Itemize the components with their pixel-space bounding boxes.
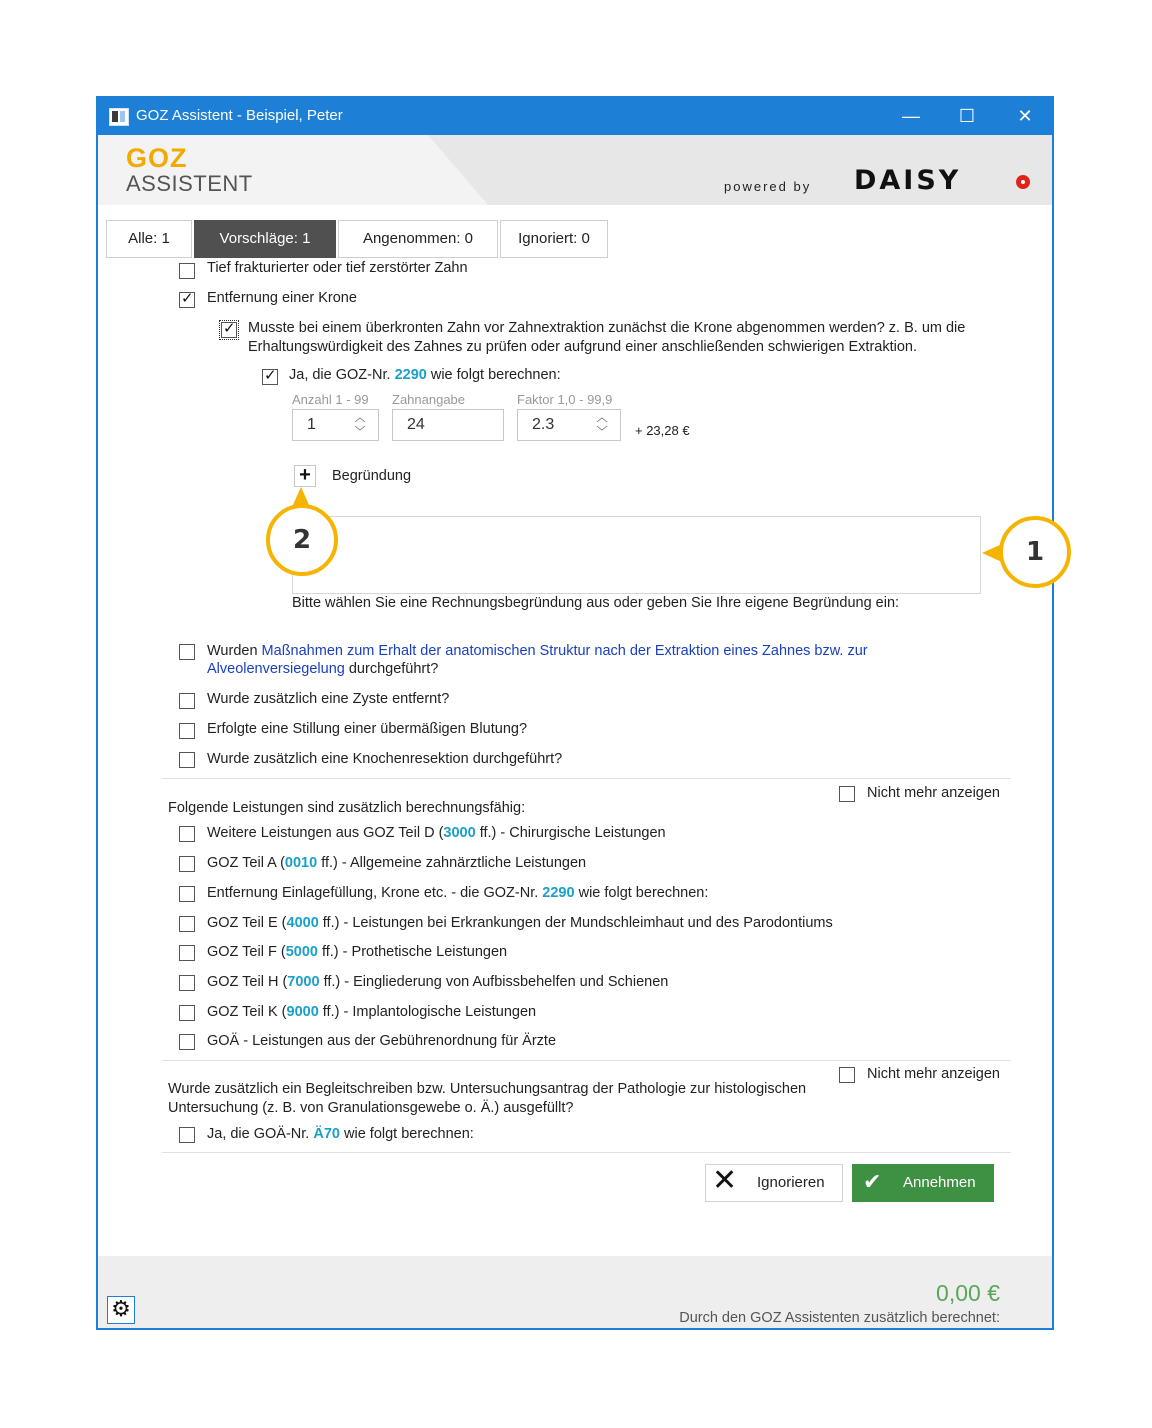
goae-code-a70: Ä70 <box>313 1126 340 1142</box>
checkbox-ja-2290[interactable] <box>262 369 278 385</box>
total-amount: 0,00 € <box>936 1280 1000 1306</box>
checkbox-hide-section4[interactable] <box>839 1067 855 1083</box>
label-service-teil-k: GOZ Teil K (9000 ff.) - Implantologische Leistungen <box>207 1004 537 1020</box>
faktor-stepper[interactable]: 2.3 <box>517 409 621 441</box>
daisy-logo-dot <box>1016 175 1030 189</box>
callout-2: 2 <box>266 504 338 576</box>
checkbox-service-teil-a[interactable] <box>179 856 195 872</box>
checkbox-service-teil-d[interactable] <box>179 826 195 842</box>
checkbox-fractured-tooth[interactable] <box>179 263 195 279</box>
checkbox-crown-question[interactable] <box>221 322 237 338</box>
label-preservation-measures-line1: Wurden Maßnahmen zum Erhalt der anatomischen Struktur nach der Extraktion eines Zahnes bzw. zur <box>207 643 868 659</box>
preservation-measures-link[interactable]: Maßnahmen zum Erhalt der anatomischen Struktur nach der Extraktion eines Zahnes bzw. zur <box>261 643 868 659</box>
tab-vorschlaege[interactable]: Vorschläge: 1 <box>194 220 336 258</box>
label-bone-resection: Wurde zusätzlich eine Knochenresektion durchgeführt? <box>207 751 563 767</box>
checkbox-service-teil-e[interactable] <box>179 916 195 932</box>
label-hide-section4: Nicht mehr anzeigen <box>867 1066 1000 1082</box>
logo-assistent: ASSISTENT <box>126 171 253 196</box>
checkbox-ja-a70[interactable] <box>179 1127 195 1143</box>
zahnangabe-input[interactable]: 24 <box>392 409 504 441</box>
add-icon[interactable]: + <box>294 465 316 487</box>
label-service-teil-a: GOZ Teil A (0010 ff.) - Allgemeine zahnärztliche Leistungen <box>207 855 587 871</box>
maximize-button[interactable]: ☐ <box>958 106 976 126</box>
pathology-question-line1: Wurde zusätzlich ein Begleitschreiben bzw. Untersuchungsantrag der Pathologie zur histologischen <box>168 1081 807 1097</box>
goz-code-2290: 2290 <box>394 367 427 383</box>
checkbox-crown-removal[interactable] <box>179 292 195 308</box>
label-ja-2290: Ja, die GOZ-Nr. 2290 wie folgt berechnen: <box>289 367 561 383</box>
label-bleeding: Erfolgte eine Stillung einer übermäßigen Blutung? <box>207 721 528 737</box>
gear-icon[interactable]: ⚙ <box>107 1296 135 1324</box>
powered-by-label: powered by <box>724 179 812 194</box>
chevron-up-icon[interactable]: ︿ <box>596 412 608 424</box>
pathology-question-line2: Untersuchung (z. B. von Granulationsgewebe o. Ä.) ausgefüllt? <box>168 1100 574 1116</box>
accept-button-label: Annehmen <box>903 1174 976 1191</box>
callout-1: 1 <box>999 516 1071 588</box>
divider <box>162 1060 1011 1061</box>
checkbox-bone-resection[interactable] <box>179 752 195 768</box>
label-fractured-tooth: Tief frakturierter oder tief zerstörter Zahn <box>207 260 468 276</box>
label-service-teil-d: Weitere Leistungen aus GOZ Teil D (3000 ff.) - Chirurgische Leistungen <box>207 825 666 841</box>
chevron-down-icon[interactable]: ﹀ <box>354 426 366 438</box>
label-ja-a70: Ja, die GOÄ-Nr. Ä70 wie folgt berechnen: <box>207 1126 474 1142</box>
ignore-button-label: Ignorieren <box>757 1174 825 1191</box>
checkbox-hide-section3[interactable] <box>839 786 855 802</box>
tab-ignoriert[interactable]: Ignoriert: 0 <box>500 220 608 258</box>
check-icon: ✔ <box>863 1170 882 1195</box>
tab-alle[interactable]: Alle: 1 <box>106 220 192 258</box>
additional-services-heading: Folgende Leistungen sind zusätzlich berechnungsfähig: <box>168 800 526 816</box>
accept-button[interactable] <box>852 1164 994 1202</box>
checkbox-service-2290[interactable] <box>179 886 195 902</box>
window-title: GOZ Assistent - Beispiel, Peter <box>136 107 343 124</box>
crown-question-line1: Musste bei einem überkronten Zahn vor Zahnextraktion zunächst die Krone abgenommen werden? z. B. um die <box>248 320 966 336</box>
footer-bar <box>98 1256 1052 1330</box>
label-service-teil-f: GOZ Teil F (5000 ff.) - Prothetische Leistungen <box>207 944 508 960</box>
checkbox-service-goae[interactable] <box>179 1034 195 1050</box>
begruendung-label: Begründung <box>332 468 412 484</box>
goz-assistant-window <box>96 96 1054 1330</box>
checkbox-cyst[interactable] <box>179 693 195 709</box>
minimize-button[interactable]: — <box>902 106 920 126</box>
ignore-button[interactable] <box>705 1164 843 1202</box>
chevron-up-icon[interactable]: ︿ <box>354 412 366 424</box>
label-hide-section3: Nicht mehr anzeigen <box>867 785 1000 801</box>
daisy-logo: DAISY <box>854 165 962 196</box>
total-caption: Durch den GOZ Assistenten zusätzlich berechnet: <box>679 1310 1000 1326</box>
checkbox-bleeding[interactable] <box>179 723 195 739</box>
checkbox-service-teil-f[interactable] <box>179 945 195 961</box>
label-service-teil-e: GOZ Teil E (4000 ff.) - Leistungen bei Erkrankungen der Mundschleimhaut und des Parodontiums <box>207 915 833 931</box>
label-cyst: Wurde zusätzlich eine Zyste entfernt? <box>207 691 450 707</box>
zahnangabe-label: Zahnangabe <box>392 392 466 407</box>
amount-label: + 23,28 € <box>635 423 690 438</box>
logo-goz: GOZ <box>126 143 188 173</box>
anzahl-stepper[interactable]: 1 <box>292 409 379 441</box>
label-service-2290: Entfernung Einlagefüllung, Krone etc. - die GOZ-Nr. 2290 wie folgt berechnen: <box>207 885 709 901</box>
checkbox-service-teil-h[interactable] <box>179 975 195 991</box>
alveolen-link[interactable]: Alveolenversiegelung <box>207 661 345 677</box>
close-button[interactable]: ✕ <box>1017 106 1033 126</box>
close-icon: ✕ <box>712 1163 738 1198</box>
label-preservation-measures-line2: Alveolenversiegelung durchgeführt? <box>207 661 439 677</box>
checkbox-preservation-measures[interactable] <box>179 644 195 660</box>
crown-question-line2: Erhaltungswürdigkeit des Zahnes zu prüfen oder aufgrund einer anschließenden schwierigen Extraktion. <box>248 339 918 355</box>
begruendung-hint: Bitte wählen Sie eine Rechnungsbegründung aus oder geben Sie Ihre eigene Begründung ein: <box>292 595 900 611</box>
label-service-goae: GOÄ - Leistungen aus der Gebührenordnung für Ärzte <box>207 1033 557 1049</box>
chevron-down-icon[interactable]: ﹀ <box>596 426 608 438</box>
divider <box>162 1152 1011 1153</box>
title-bar <box>98 98 1052 135</box>
app-icon <box>109 108 129 126</box>
label-crown-removal: Entfernung einer Krone <box>207 290 357 306</box>
faktor-label: Faktor 1,0 - 99,9 <box>517 392 613 407</box>
tab-angenommen[interactable]: Angenommen: 0 <box>338 220 498 258</box>
label-service-teil-h: GOZ Teil H (7000 ff.) - Eingliederung von Aufbissbehelfen und Schienen <box>207 974 669 990</box>
begruendung-textarea[interactable] <box>292 516 981 594</box>
checkbox-service-teil-k[interactable] <box>179 1005 195 1021</box>
brand-header <box>98 135 1052 205</box>
divider <box>162 778 1011 779</box>
anzahl-label: Anzahl 1 - 99 <box>292 392 369 407</box>
